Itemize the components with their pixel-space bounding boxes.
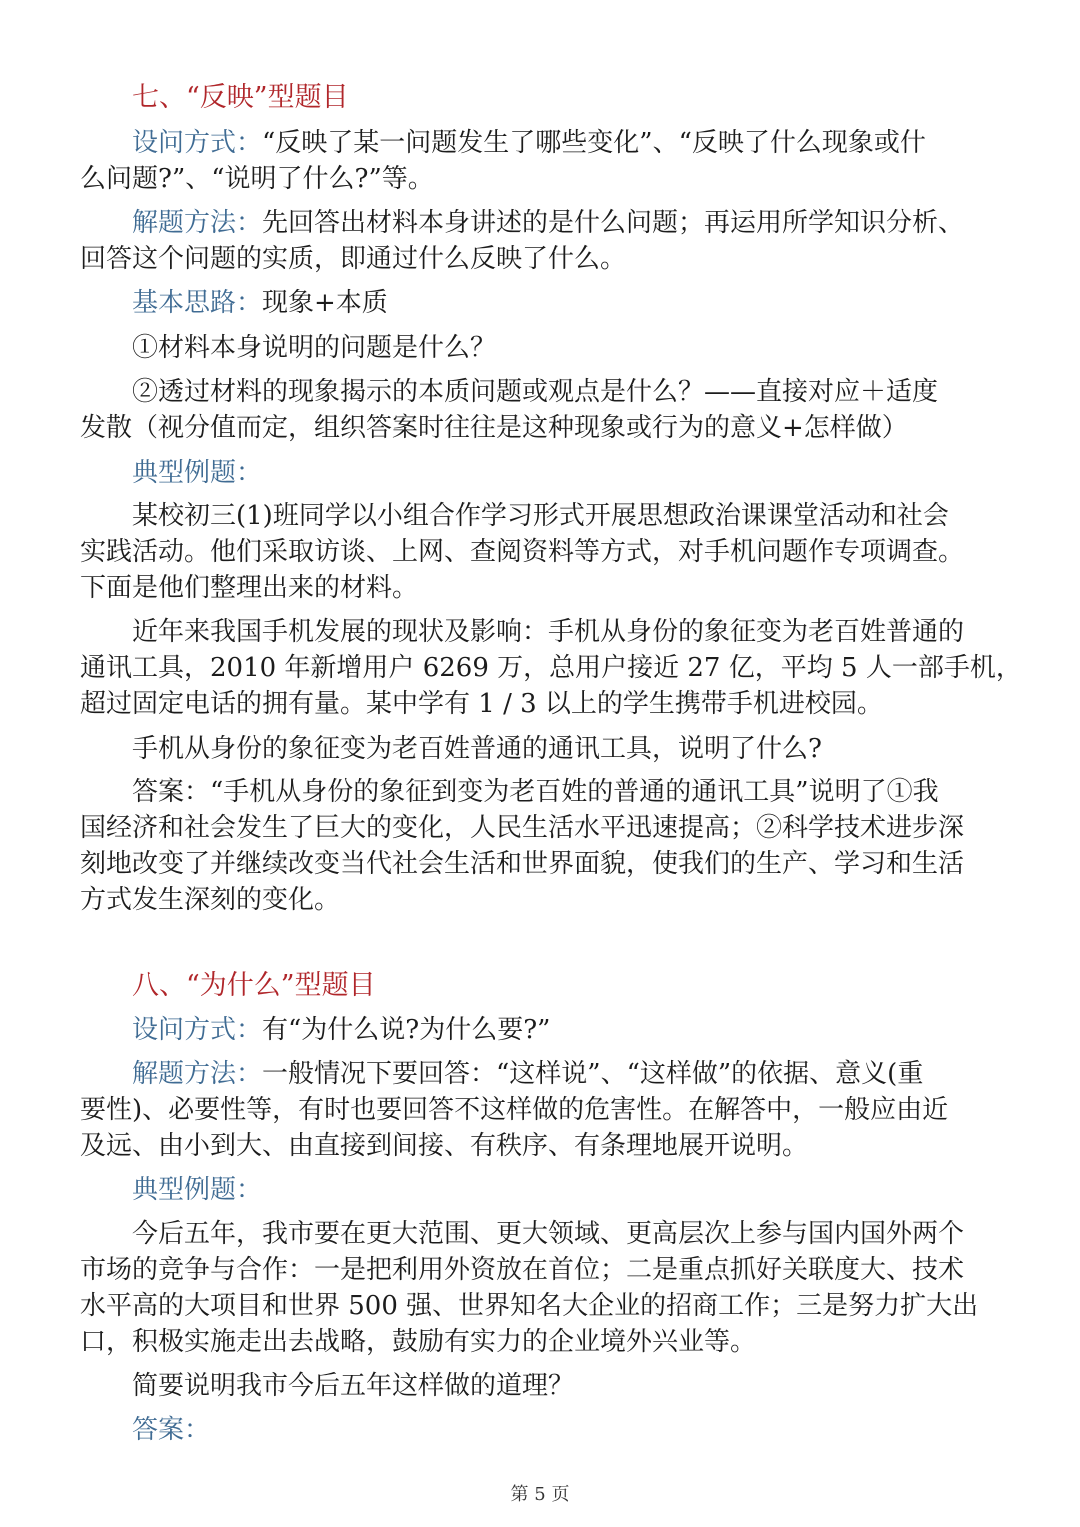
- section7-heading: 七、“反映”型题目: [132, 82, 349, 113]
- section8-method-line1: [132, 1056, 1052, 1092]
- section8-ask: [132, 1012, 1052, 1048]
- section7-method-line1: [132, 205, 1052, 241]
- ask-text: “反映了某一问题发生了哪些变化”、“反映了什么现象或什: [262, 128, 926, 158]
- section7-ask-line1: [132, 125, 1052, 161]
- section7-point2-line2: 发散（视分值而定，组织答案时往往是这种现象或行为的意义+怎样做）: [80, 413, 908, 443]
- section7-answer-line2: 国经济和社会发生了巨大的变化，人民生活水平迅速提高；②科学技术进步深: [80, 813, 965, 843]
- example-p2-line1: 近年来我国手机发展的现状及影响：手机从身份的象征变为老百姓普通的: [132, 617, 965, 647]
- section8-answer-label: 答案：: [132, 1415, 211, 1445]
- example-p1-line3: 下面是他们整理出来的材料。: [80, 573, 419, 603]
- method-label: 解题方法：: [132, 1059, 263, 1089]
- page-number: 第 5 页: [510, 1484, 570, 1505]
- section7-method-line2: 回答这个问题的实质，即通过什么反映了什么。: [80, 244, 627, 274]
- method-text: 先回答出材料本身讲述的是什么问题；再运用所学知识分析、: [262, 208, 965, 238]
- section7-point2-line1: ②透过材料的现象揭示的本质问题或观点是什么？——直接对应＋适度: [132, 377, 939, 407]
- section8-heading: 八、“为什么”型题目: [132, 970, 376, 1001]
- section7-example-label: 典型例题：: [132, 458, 263, 488]
- section8-method-line2: 要性)、必要性等，有时也要回答不这样做的危害性。在解答中，一般应由近: [80, 1095, 949, 1125]
- section7-point1: ①材料本身说明的问题是什么？: [132, 333, 497, 363]
- example-p1-line2: 实践活动。他们采取访谈、上网、查阅资料等方式，对手机问题作专项调查。: [80, 537, 965, 567]
- section8-example-line2: 市场的竞争与合作：一是把利用外资放在首位；二是重点抓好关联度大、技术: [80, 1255, 965, 1285]
- section7-ask-line2: 么问题?”、“说明了什么?”等。: [80, 164, 434, 194]
- ask-text: 有“为什么说?为什么要?”: [262, 1015, 551, 1045]
- answer-label: 答案：: [132, 777, 211, 807]
- section7-idea: [132, 285, 1052, 321]
- idea-label: 基本思路：: [132, 288, 263, 318]
- answer-text: “手机从身份的象征到变为老百姓的普通的通讯工具”说明了①我: [210, 777, 939, 807]
- section8-question: 简要说明我市今后五年这样做的道理？: [132, 1371, 575, 1401]
- section8-example-label: 典型例题：: [132, 1175, 263, 1205]
- section8-method-line3: 及远、由小到大、由直接到间接、有秩序、有条理地展开说明。: [80, 1131, 809, 1161]
- section7-answer-line4: 方式发生深刻的变化。: [80, 885, 341, 915]
- section8-example-line3: 水平高的大项目和世界 500 强、世界知名大企业的招商工作；三是努力扩大出: [80, 1291, 979, 1321]
- example-p1-line1: 某校初三(1)班同学以小组合作学习形式开展思想政治课课堂活动和社会: [132, 501, 949, 531]
- section8-example-line1: 今后五年，我市要在更大范围、更大领域、更高层次上参与国内国外两个: [132, 1219, 965, 1249]
- ask-label: 设问方式：: [132, 128, 263, 158]
- section7-answer-line3: 刻地改变了并继续改变当代社会生活和世界面貌，使我们的生产、学习和生活: [80, 849, 965, 879]
- example-p2-line2: 通讯工具，2010 年新增用户 6269 万，总用户接近 27 亿，平均 5 人一部手机，: [80, 653, 1022, 683]
- idea-text: 现象+本质: [262, 288, 388, 318]
- section8-example-line4: 口，积极实施走出去战略，鼓励有实力的企业境外兴业等。: [80, 1327, 757, 1357]
- method-text: 一般情况下要回答：“这样说”、“这样做”的依据、意义(重: [262, 1059, 924, 1089]
- method-label: 解题方法：: [132, 208, 263, 238]
- ask-label: 设问方式：: [132, 1015, 263, 1045]
- example-p2-line3: 超过固定电话的拥有量。某中学有 1 / 3 以上的学生携带手机进校园。: [80, 689, 883, 719]
- section7-answer-line1: [132, 774, 1052, 810]
- section7-question: 手机从身份的象征变为老百姓普通的通讯工具，说明了什么?: [132, 734, 822, 764]
